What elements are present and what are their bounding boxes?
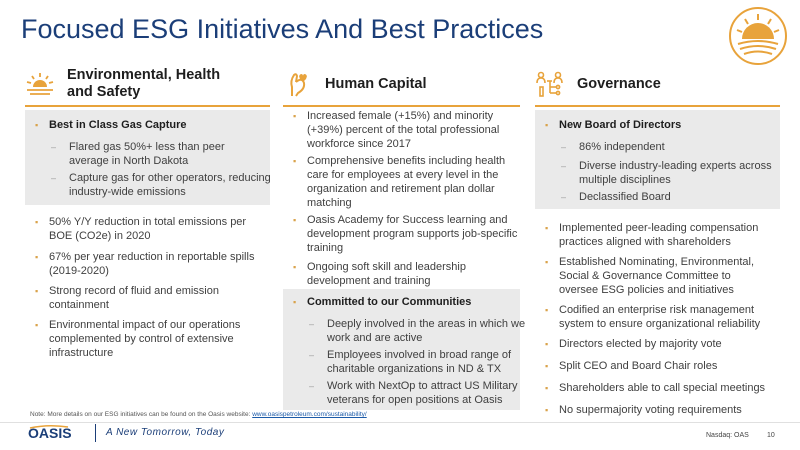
boxed-heading: ▪ Best in Class Gas Capture xyxy=(35,118,274,132)
page-number: 10 xyxy=(767,432,775,439)
bullet: ▪ Comprehensive benefits including health care for employees at every level in the organization and retirement plan dollar matching xyxy=(293,154,517,210)
header-rule xyxy=(283,105,520,107)
column-header xyxy=(283,62,520,106)
bullet: ▪ Directors elected by majority vote xyxy=(545,337,774,351)
bullet: ▪ 67% per year reduction in reportable spills (2019-2020) xyxy=(35,250,264,278)
boxed-heading: ▪ Committed to our Communities xyxy=(293,295,522,309)
sub-bullet: – 86% independent xyxy=(545,140,794,154)
title-line: and Safety xyxy=(67,84,141,100)
logo-text: OASIS xyxy=(28,425,72,441)
header-rule xyxy=(535,105,780,107)
column-header xyxy=(535,62,780,106)
column-title: Human Capital xyxy=(325,75,427,92)
tagline: A New Tomorrow, Today xyxy=(106,427,225,438)
sub-bullet: – Deeply involved in the areas in which we work and are active xyxy=(293,317,527,345)
bullet: ▪ Split CEO and Board Chair roles xyxy=(545,359,774,373)
footer-separator xyxy=(95,424,96,442)
sub-bullet: – Diverse industry-leading experts across multiple disciplines xyxy=(545,159,799,187)
sub-bullet: – Declassified Board xyxy=(545,190,794,204)
sustainability-link[interactable]: www.oasispetroleum.com/sustainability/ xyxy=(252,411,367,418)
oasis-logo xyxy=(28,424,86,442)
sun-icon xyxy=(25,69,55,99)
column-title: Governance xyxy=(577,75,661,92)
page-title: Focused ESG Initiatives And Best Practices xyxy=(21,14,544,44)
org-chart-people-icon xyxy=(535,69,565,99)
bullet: ▪ Strong record of fluid and emission containment xyxy=(35,284,239,312)
bullet: ▪ Implemented peer-leading compensation practices aligned with shareholders xyxy=(545,221,774,249)
title-line: Environmental, Health xyxy=(67,67,221,83)
bullet: ▪ Established Nominating, Environmental, Social & Governance Committee to oversee ESG policies and initiatives xyxy=(545,255,769,297)
bullet: ▪ Ongoing soft skill and leadership development and training xyxy=(293,260,507,288)
boxed-heading: ▪ New Board of Directors xyxy=(545,118,784,132)
sun-logo-icon xyxy=(728,6,788,66)
bullet: ▪ 50% Y/Y reduction in total emissions per BOE (CO2e) in 2020 xyxy=(35,215,259,243)
bullet: ▪ Shareholders able to call special meetings xyxy=(545,381,784,395)
hand-heart-icon xyxy=(283,69,313,99)
bullet: ▪ Increased female (+15%) and minority (+39%) percent of the total professional workforce since 2017 xyxy=(293,109,522,151)
bullet: ▪ Oasis Academy for Success learning and development program supports job-specific training xyxy=(293,213,522,255)
bullet: ▪ Codified an enterprise risk management system to ensure organizational reliability xyxy=(545,303,774,331)
sub-bullet: – Employees involved in broad range of charitable organizations in ND & TX xyxy=(293,348,527,376)
sub-bullet: – Capture gas for other operators, reducing industry-wide emissions xyxy=(35,171,274,199)
column-header xyxy=(25,62,270,106)
bullet: ▪ Environmental impact of our operations complemented by control of extensive infrastructure xyxy=(35,318,264,360)
column-title xyxy=(67,67,220,101)
footnote xyxy=(30,411,367,418)
bullet: ▪ No supermajority voting requirements xyxy=(545,403,784,417)
ticker-label: Nasdaq: OAS xyxy=(706,432,749,439)
footer-divider xyxy=(0,422,800,423)
header-rule xyxy=(25,105,270,107)
footnote-text: Note: More details on our ESG initiatives can be found on the Oasis website: xyxy=(30,411,253,418)
sub-bullet: – Flared gas 50%+ less than peer average in North Dakota xyxy=(35,140,259,168)
sub-bullet: – Work with NextOp to attract US Military veterans for open positions at Oasis xyxy=(293,379,527,407)
